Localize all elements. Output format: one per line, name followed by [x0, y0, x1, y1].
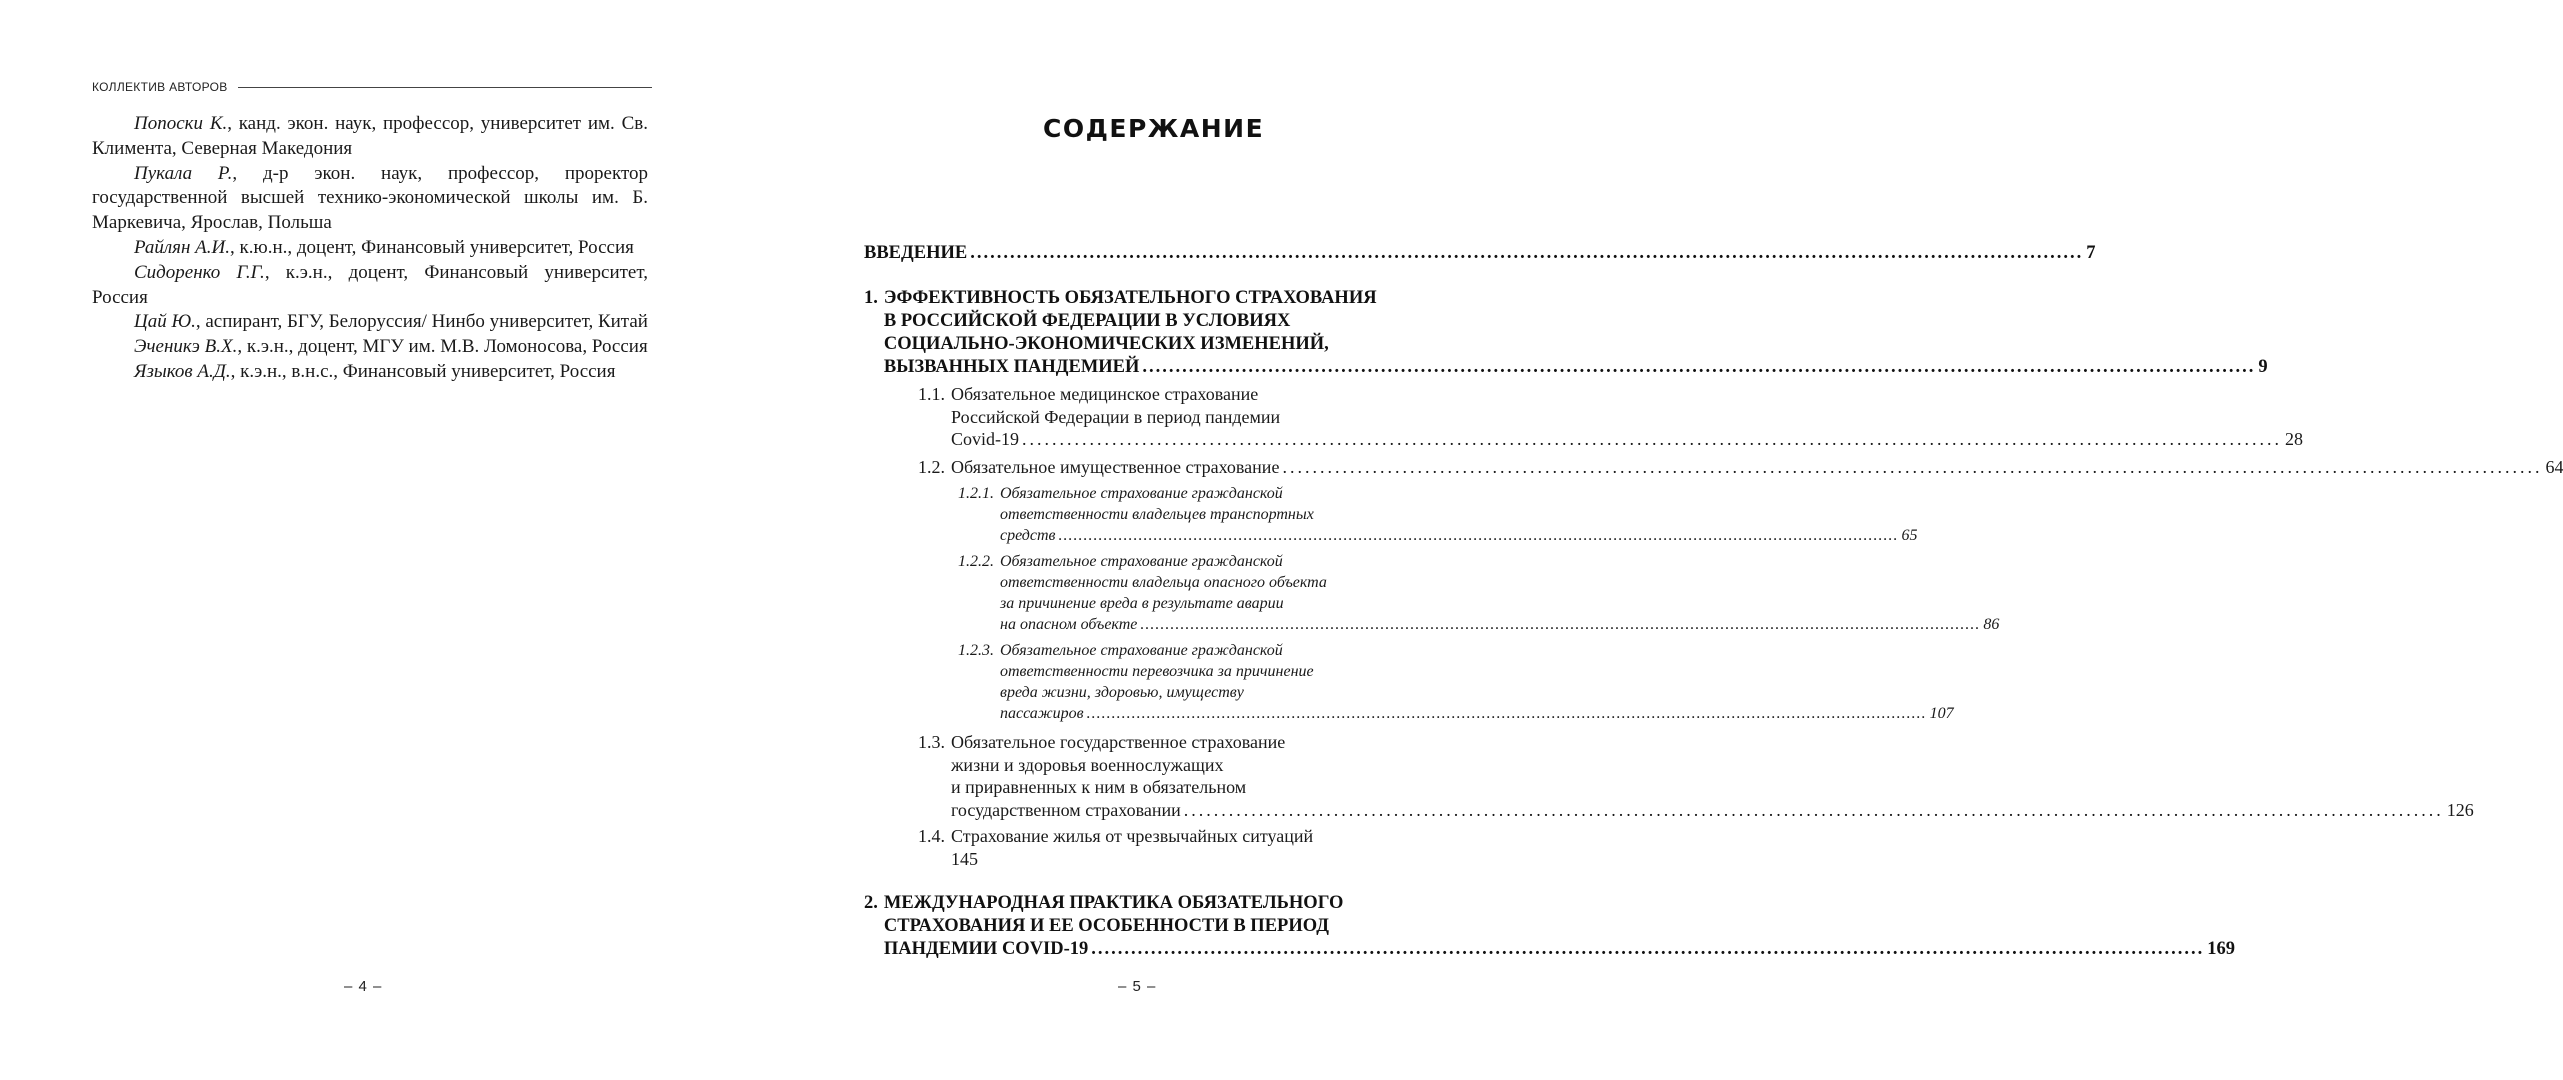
dot-leader [1022, 428, 2282, 451]
toc-last-line [951, 799, 2474, 822]
toc-line: Обязательное имущественное страхование [951, 457, 1280, 477]
toc-number: 1.3. [918, 732, 945, 752]
toc-line: пассажиров [1000, 705, 1084, 722]
toc-body [951, 731, 2474, 821]
toc-entry-section-1-2-3[interactable] [958, 640, 1954, 724]
page-number-left: – 4 – [344, 978, 383, 995]
toc-line: средств [1000, 527, 1056, 544]
dot-leader [1184, 799, 2444, 822]
toc-number: 1.2.1. [958, 485, 994, 502]
dot-leader [1142, 356, 2255, 379]
toc-row [918, 383, 2304, 451]
toc-last-line [951, 456, 2563, 479]
toc-line: Обязательное медицинское страхование [951, 384, 1259, 404]
toc-body [1000, 551, 1999, 635]
running-head-text: КОЛЛЕКТИВ АВТОРОВ [92, 80, 228, 94]
toc-last-line [951, 428, 2303, 451]
author-name: Цай Ю. [134, 311, 196, 333]
toc-number: 1.2.3. [958, 642, 994, 659]
toc-last-line [1000, 703, 1954, 724]
author-name: Сидоренко Г.Г. [134, 261, 265, 283]
toc-entry-chapter-1[interactable] [864, 287, 2268, 379]
toc-number: 1.4. [918, 826, 945, 846]
toc-line: ответственности владельца опасного объекта [1000, 574, 1327, 591]
toc-line: Обязательное страхование гражданской [1000, 553, 1283, 570]
toc-number: 2. [864, 893, 878, 913]
toc-line: Страхование жилья от чрезвычайных ситуаций [951, 826, 1314, 846]
toc-number: 1.2. [918, 457, 945, 477]
toc-row [918, 456, 2563, 479]
toc-line: В РОССИЙСКОЙ ФЕДЕРАЦИИ В УСЛОВИЯХ [883, 311, 1291, 331]
toc-page-number: 28 [2285, 429, 2304, 449]
toc-line: государственном страховании [951, 799, 1181, 820]
toc-line: Российской Федерации в период пандемии [951, 406, 1281, 427]
toc-body [951, 383, 2303, 451]
toc-line: на опасном объекте [1000, 616, 1138, 633]
toc-line: за причинение вреда в результате аварии [1000, 595, 1284, 612]
author-details: , д-р экон. наук, профессор, проректор государственной высшей технико-экономической школы им. Б. Маркевича, Ярослав, Польша [92, 162, 648, 234]
author-details: , аспирант, БГУ, Белоруссия/ Нинбо университет, Китай [195, 311, 648, 333]
toc-row [864, 242, 2096, 265]
toc-line: ответственности перевозчика за причинение [1000, 663, 1314, 680]
toc-row [864, 892, 2236, 961]
toc-line: 145 [951, 848, 978, 869]
toc-entry-section-1-2-2[interactable] [958, 551, 2000, 635]
toc-row [918, 825, 1406, 870]
toc-line: Covid-19 [951, 429, 1020, 449]
toc-entry-section-1-3[interactable] [918, 731, 2474, 821]
toc-last-line [884, 938, 2235, 961]
toc-body [951, 456, 2563, 479]
toc-page-number: 64 [2545, 457, 2563, 477]
toc-body [884, 892, 2235, 961]
toc-body [1000, 483, 1918, 546]
toc-page-number: 169 [2207, 939, 2236, 959]
toc-entry-section-1-2[interactable] [918, 456, 2563, 479]
page-number-right: – 5 – [1118, 978, 1157, 995]
author-details: , к.э.н., в.н.с., Финансовый университет, Россия [230, 360, 616, 382]
toc-line: ЭФФЕКТИВНОСТЬ ОБЯЗАТЕЛЬНОГО СТРАХОВАНИЯ [883, 288, 1377, 308]
toc-row [864, 287, 2268, 379]
author-details: , к.э.н., доцент, Финансовый университет, Россия [92, 261, 648, 308]
toc-page-number: 9 [2258, 357, 2268, 377]
toc-title: СОДЕРЖАНИЕ [1043, 114, 1265, 143]
toc-line: и приравненных к ним в обязательном [951, 777, 1247, 797]
toc-line: МЕЖДУНАРОДНАЯ ПРАКТИКА ОБЯЗАТЕЛЬНОГО [883, 893, 1344, 913]
toc-last-line [864, 242, 2095, 265]
toc-line: ВВЕДЕНИЕ [864, 243, 968, 263]
toc-entry-introduction[interactable] [864, 242, 2096, 265]
toc-body [864, 242, 2095, 265]
toc-body [951, 825, 1406, 870]
dot-leader [1091, 938, 2204, 961]
toc-line: Обязательное страхование гражданской [1000, 642, 1283, 659]
toc-row [958, 640, 1954, 724]
toc-line: Обязательное государственное страхование [951, 732, 1286, 752]
toc-last-line [884, 356, 2268, 379]
toc-line: СТРАХОВАНИЯ И ЕЕ ОСОБЕННОСТИ В ПЕРИОД [883, 916, 1329, 936]
toc-page-number: 86 [1983, 616, 2000, 633]
toc-line: жизни и здоровья военнослужащих [951, 754, 1224, 775]
author-name: Эченикэ В.Х. [134, 336, 238, 358]
author-details: , канд. экон. наук, профессор, университет им. Св. Климента, Северная Македония [92, 113, 648, 159]
dot-leader [1059, 525, 1899, 546]
toc-line: Обязательное страхование гражданской [1000, 485, 1283, 502]
toc-number: 1. [864, 288, 878, 308]
toc-line: ответственности владельцев транспортных [1000, 506, 1314, 523]
toc-line: ВЫЗВАННЫХ ПАНДЕМИЕЙ [883, 357, 1140, 377]
toc-entry-section-1-4[interactable] [918, 825, 1406, 870]
author-name: Языков А.Д. [134, 360, 231, 382]
dot-leader [970, 242, 2083, 265]
toc-number: 1.1. [918, 384, 945, 404]
toc-line: вреда жизни, здоровью, имуществу [1000, 684, 1244, 701]
author-name: Райлян А.И. [134, 236, 231, 258]
toc-line: ПАНДЕМИИ COVID-19 [883, 939, 1089, 959]
author-name: Пукала Р. [134, 162, 233, 184]
toc-page-number: 126 [2446, 799, 2474, 820]
toc-row [918, 731, 2474, 821]
author-details: , к.э.н., доцент, МГУ им. М.В. Ломоносова, Россия [237, 336, 648, 358]
dot-leader [1140, 614, 1980, 635]
toc-row [958, 551, 2000, 635]
dot-leader [1087, 703, 1927, 724]
toc-body [884, 287, 2268, 379]
toc-entry-chapter-2[interactable] [864, 892, 2236, 961]
toc-last-line [1000, 614, 1999, 635]
toc-body [1000, 640, 1954, 724]
toc-page-number: 65 [1901, 527, 1918, 544]
toc-entry-section-1-1[interactable] [918, 383, 2304, 451]
toc-number: 1.2.2. [958, 553, 994, 570]
toc-entry-section-1-2-1[interactable] [958, 483, 1918, 546]
author-details: , к.ю.н., доцент, Финансовый университет, Россия [230, 236, 634, 258]
toc-row [958, 483, 1918, 546]
dot-leader [1282, 456, 2542, 479]
toc-page-number: 107 [1929, 705, 1954, 722]
toc-line: СОЦИАЛЬНО-ЭКОНОМИЧЕСКИХ ИЗМЕНЕНИЙ, [883, 334, 1329, 354]
toc-last-line [1000, 525, 1918, 546]
toc-page-number: 7 [2086, 243, 2096, 263]
author-name: Попоски К. [134, 113, 228, 134]
